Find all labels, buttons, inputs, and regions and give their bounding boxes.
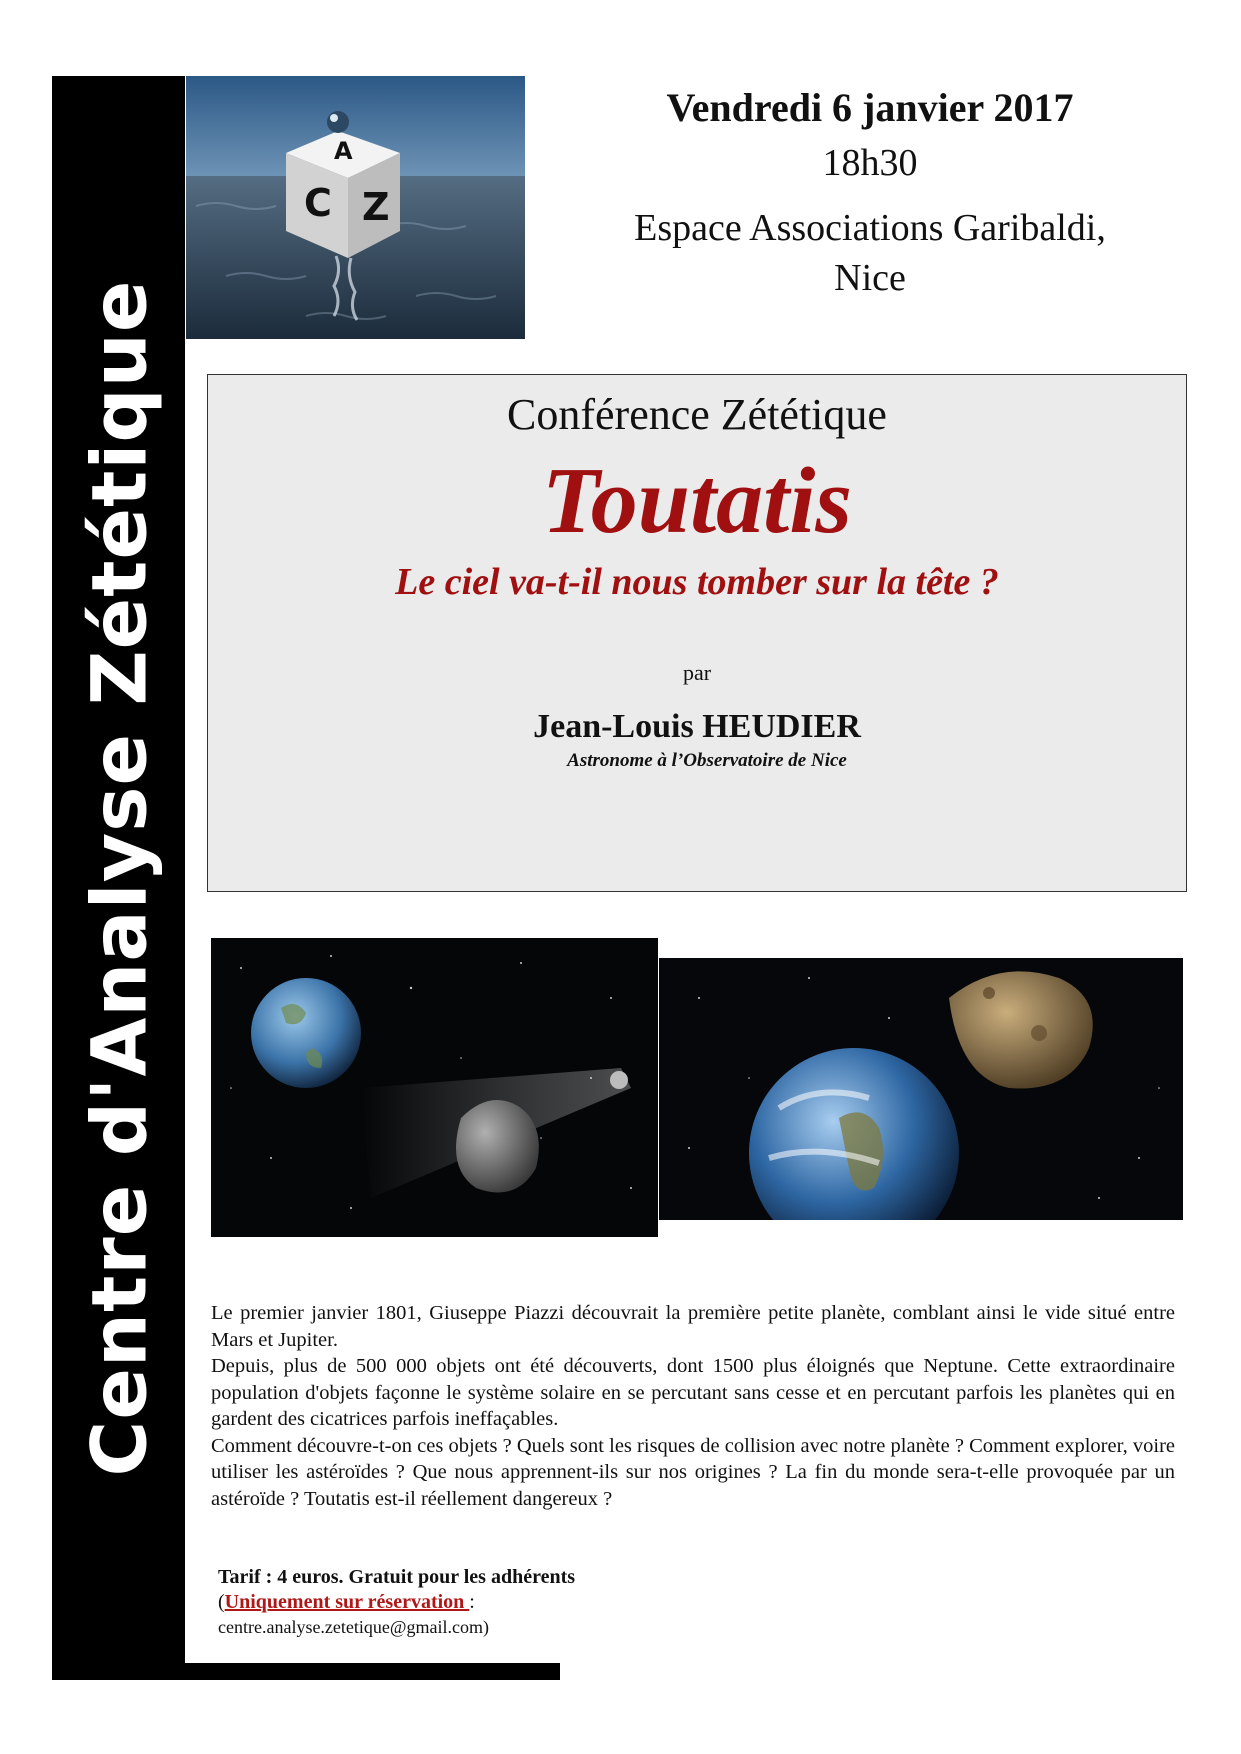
speaker-role: Astronome à l’Observatoire de Nice [567, 750, 847, 771]
event-venue [560, 203, 1180, 303]
conference-title: Toutatis [542, 449, 852, 553]
event-info [560, 80, 1180, 303]
logo-image [186, 76, 525, 339]
conference-title-box [207, 374, 1187, 892]
description-paragraph-1: Le premier janvier 1801, Giuseppe Piazzi découvrait la première petite planète, comblant ainsi le vide situé entre Mars et Jupiter. [211, 1302, 1175, 1351]
logo-cube-illustration [186, 76, 525, 339]
asteroid-earth-image-left [211, 938, 658, 1237]
open-paren: ( [218, 1591, 225, 1613]
bottom-bar [185, 1663, 560, 1680]
logo-letter-z: Z [362, 185, 390, 229]
description-paragraph-3: Comment découvre-t-on ces objets ? Quels sont les risques de collision avec notre planète ? Comment explorer, voire utiliser les astéroïdes ? Que nous apprennent-ils sur nos origines ? La fin du monde sera-t-elle provoquée par un astéroïde ? Toutatis est-il réellement dangereux ? [211, 1434, 1175, 1510]
description [211, 1300, 1175, 1512]
tariff-block [218, 1565, 718, 1640]
description-paragraph-2: Depuis, plus de 500 000 objets ont été découverts, dont 1500 plus éloignés que Neptune. Cette extraordinaire population d'objets façonne le système solaire en se percutant sans cesse et en percutant parfois les planètes qui en gardent des cicatrices parfois ineffaçables. [211, 1355, 1175, 1430]
event-date: Vendredi 6 janvier 2017 [666, 85, 1074, 130]
speaker-name: Jean-Louis HEUDIER [533, 708, 861, 745]
tariff-text: Tarif : 4 euros. Gratuit pour les adhérents [218, 1566, 576, 1588]
asteroid-earth-image-right [659, 958, 1183, 1220]
reservation-line [218, 1590, 718, 1615]
asteroid-illustration-right [659, 958, 1183, 1220]
asteroid-illustration-left [211, 938, 658, 1237]
conference-subtitle: Le ciel va-t-il nous tomber sur la tête ? [395, 561, 999, 603]
event-venue-line2: Nice [834, 257, 906, 299]
sidebar-band [52, 76, 185, 1680]
logo-letter-a: A [334, 137, 353, 165]
colon: : [469, 1591, 475, 1613]
event-venue-line1: Espace Associations Garibaldi, [634, 207, 1106, 249]
reservation-link[interactable]: Uniquement sur réservation [224, 1591, 470, 1613]
sidebar-title: Centre d'Analyse Zététique [74, 279, 163, 1477]
logo-letter-c: C [304, 181, 332, 225]
conference-label: Conférence Zététique [507, 390, 887, 439]
event-time: 18h30 [822, 142, 918, 184]
contact-email[interactable]: centre.analyse.zetetique@gmail.com) [218, 1617, 489, 1637]
by-label: par [682, 660, 712, 685]
